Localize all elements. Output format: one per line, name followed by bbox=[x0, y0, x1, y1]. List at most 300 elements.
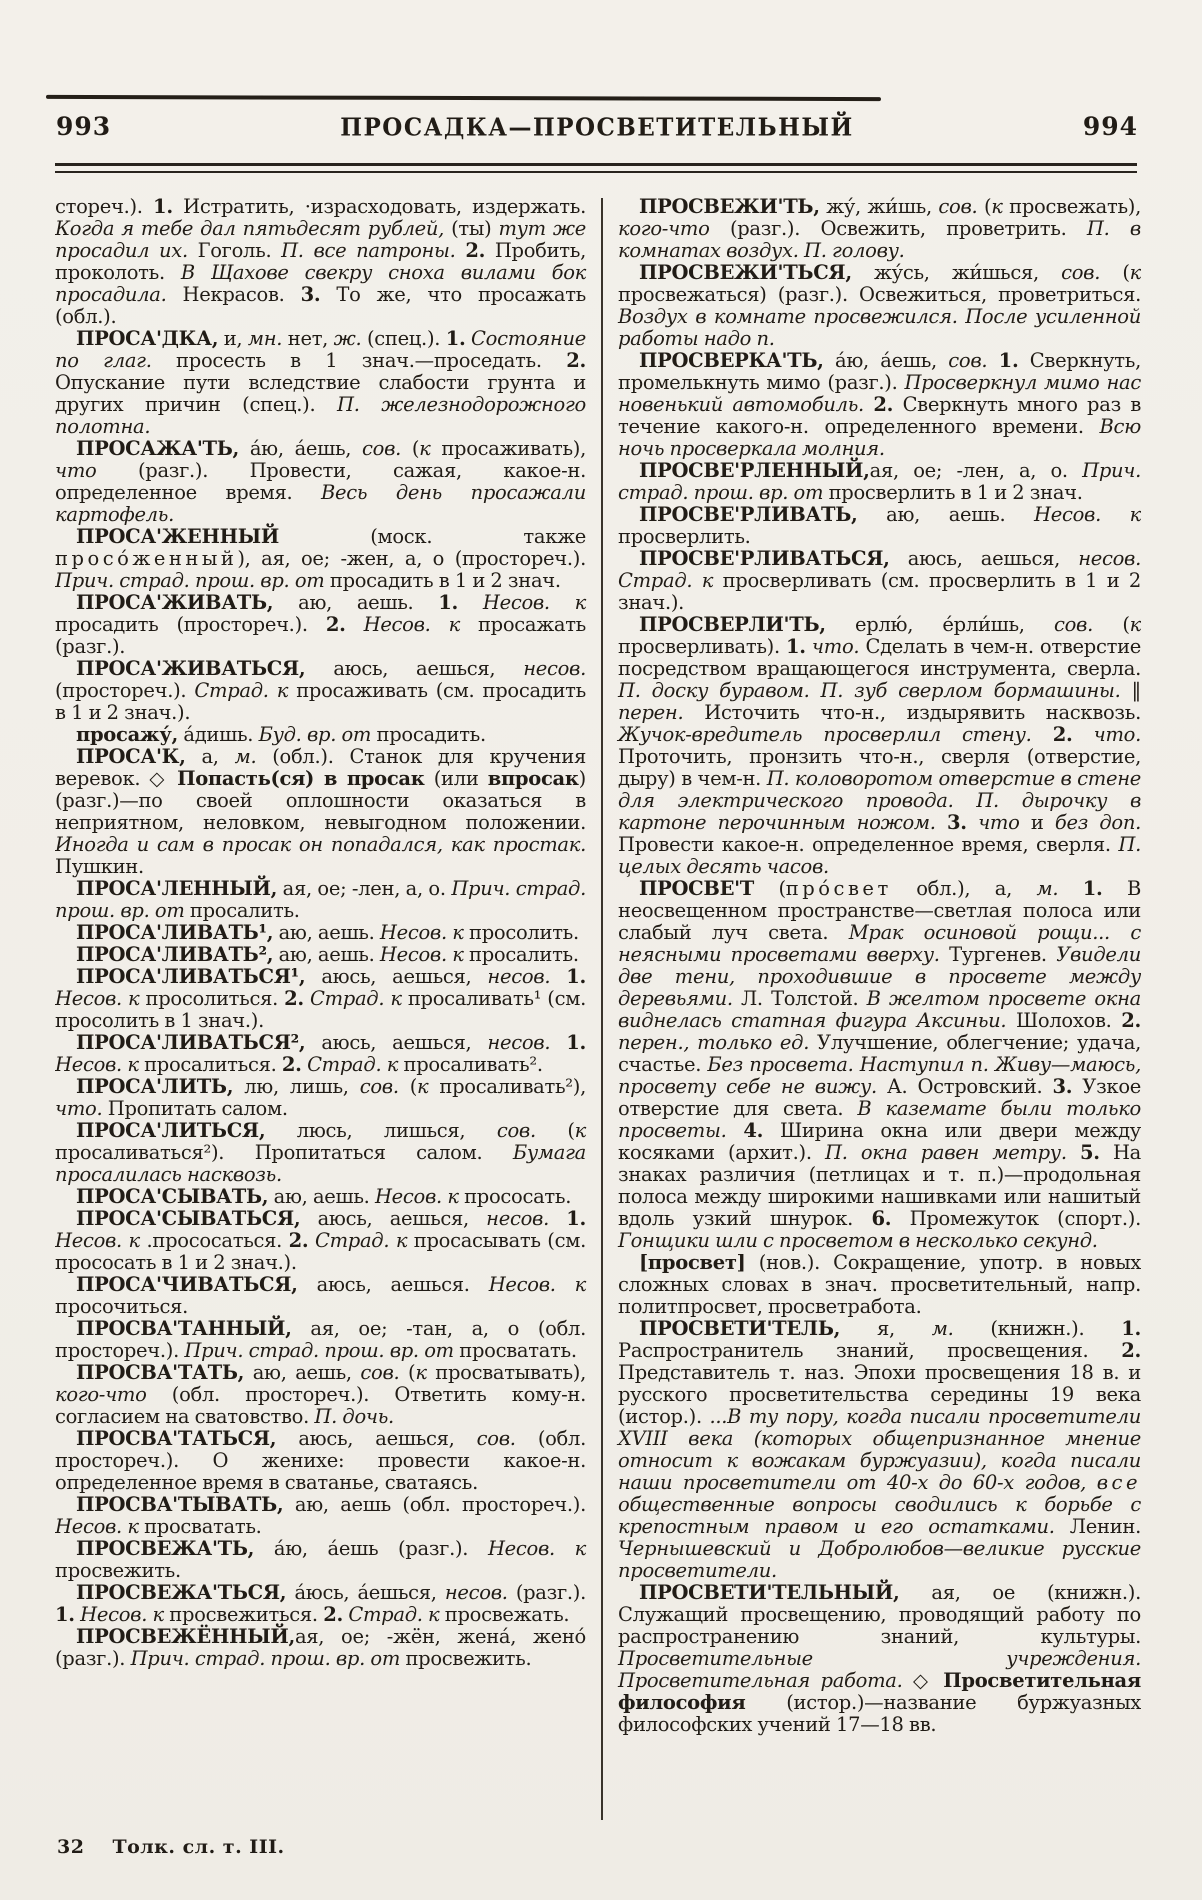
text-run: просверлить в 1 и 2 знач. bbox=[823, 481, 1083, 504]
text-run: и, bbox=[218, 327, 248, 350]
text-run: просватать. bbox=[453, 1339, 577, 1362]
text-run: просвежить. bbox=[400, 1647, 532, 1670]
page-number-right: 994 bbox=[1082, 112, 1138, 141]
text-run: (разг.). Освежить, проветрить. bbox=[709, 217, 1087, 240]
text-run: лю, лишь, bbox=[233, 1075, 360, 1098]
text-run: Сделать в чем-н. отверстие посредством вращающегося инструмента, сверла. bbox=[618, 635, 1141, 680]
text-run: Несов. к bbox=[55, 1229, 140, 1252]
text-run: Узкое отверстие для света. bbox=[618, 1075, 1141, 1120]
text-run: Весь день просажали картофель. bbox=[55, 481, 587, 526]
text-run: жу́сь, жи́шься, bbox=[851, 261, 1062, 284]
text-run: впросак bbox=[487, 767, 579, 790]
text-run bbox=[456, 239, 466, 262]
text-run: Несов. к bbox=[55, 1053, 139, 1076]
text-run: ПРОСАЖА'ТЬ, bbox=[76, 437, 239, 460]
text-run: ПРОСА'ЛИТЬ, bbox=[76, 1075, 234, 1098]
text-run: просадить (простореч.). bbox=[55, 613, 326, 636]
dictionary-entry bbox=[55, 526, 586, 592]
text-run: просватывать), bbox=[426, 1361, 586, 1384]
text-run: ая, ое; -лен, а, о. bbox=[869, 459, 1083, 482]
text-run: аюсь, аешься, bbox=[305, 965, 488, 988]
text-run: ( bbox=[1100, 261, 1130, 284]
text-run: 1. bbox=[566, 965, 586, 988]
text-run: ПРОСВЕ'РЛИВАТЬСЯ, bbox=[639, 547, 890, 570]
text-run: Жучок-вредитель просверлил стену. bbox=[618, 723, 1032, 746]
text-run: а́юсь, а́ешься, bbox=[286, 1581, 445, 1604]
text-run: к bbox=[1129, 613, 1141, 636]
dictionary-entry bbox=[55, 1538, 586, 1582]
text-run: ая, ое (книжн.). Служащий просвещению, проводящий работу по распространению знаний, культуры. bbox=[618, 1581, 1141, 1648]
text-run: просочиться. bbox=[55, 1295, 188, 1318]
text-run: ПРОСВЕ'Т bbox=[639, 877, 755, 900]
text-run: ПРОСА'К, bbox=[76, 745, 186, 768]
text-run: Иногда и сам в просак он попадался, как простак. bbox=[55, 833, 586, 856]
dictionary-entry bbox=[55, 724, 586, 746]
text-run: сов. bbox=[1054, 613, 1094, 636]
text-run: Состояние по глаг. bbox=[55, 327, 586, 372]
text-run: Пушкин. bbox=[55, 855, 144, 878]
text-run: (разг.). Провести, сажая, какое-н. определенное время. bbox=[55, 459, 586, 504]
text-run: что. bbox=[55, 1097, 103, 1120]
text-run: несов. bbox=[1078, 547, 1141, 570]
text-run: Несов. к bbox=[379, 943, 464, 966]
text-run: несов. bbox=[523, 657, 586, 680]
text-run: к bbox=[574, 1119, 586, 1142]
text-run: ая, ое; -жён, жена́, жено́ (разг.). bbox=[55, 1625, 586, 1670]
text-run: Прич. страд. прош. вр. от bbox=[55, 569, 325, 592]
text-run: ( bbox=[1093, 613, 1130, 636]
text-run: ПРОСВЕЖИ'ТЬСЯ, bbox=[639, 261, 852, 284]
text-run bbox=[1067, 1141, 1080, 1164]
text-run: Несов. к bbox=[55, 987, 140, 1010]
text-run: Когда я тебе дал пятьдесят рублей, bbox=[55, 217, 445, 240]
text-run: стореч.). bbox=[55, 196, 154, 218]
text-run: 2. bbox=[323, 1603, 343, 1626]
text-run: просверливать). bbox=[618, 635, 786, 658]
text-run: несов. bbox=[486, 1207, 549, 1230]
text-run: 1. bbox=[1121, 1317, 1141, 1340]
dictionary-entry bbox=[55, 658, 586, 724]
text-run: Истратить, ·израсходовать, издержать. bbox=[172, 196, 586, 218]
text-run: 2. bbox=[1121, 1009, 1141, 1032]
text-run: что bbox=[55, 459, 97, 482]
text-run: ПРОСВЕЖА'ТЬСЯ, bbox=[76, 1581, 287, 1604]
dictionary-entry bbox=[55, 944, 586, 966]
page-header bbox=[56, 112, 1138, 141]
text-run bbox=[1058, 877, 1082, 900]
text-run: ( bbox=[977, 196, 992, 218]
text-run: ПРОСА'ЖИВАТЬСЯ, bbox=[76, 657, 306, 680]
text-run: 6. bbox=[871, 1207, 892, 1230]
text-run: 3. bbox=[947, 811, 967, 834]
dictionary-entry bbox=[55, 328, 586, 438]
text-run: просажу́, bbox=[76, 723, 178, 746]
text-run: Чернышевский и Добролюбов—великие русские просветители. bbox=[618, 1537, 1141, 1582]
text-run: просвежиться. bbox=[163, 1603, 324, 1626]
text-run: (моск. также bbox=[279, 525, 586, 548]
dictionary-entry bbox=[55, 1076, 586, 1120]
text-run: ПРОСВЕ'РЛЕННЫЙ, bbox=[639, 459, 870, 482]
text-run bbox=[967, 811, 978, 834]
text-run: аю, аешь. bbox=[857, 503, 1035, 526]
text-run: сов. bbox=[496, 1119, 536, 1142]
text-run: ПРОСА'СЫВАТЬСЯ, bbox=[76, 1207, 301, 1230]
text-run: Мрак осиновой рощи... с неясными просветами вверху. bbox=[618, 921, 1141, 966]
dictionary-entry bbox=[55, 1428, 586, 1494]
text-run: сов. bbox=[476, 1427, 516, 1450]
text-run: ПРОСА'ДКА, bbox=[76, 327, 219, 350]
text-run: Страд. к bbox=[348, 1603, 440, 1626]
text-run: ...В ту пору, когда писали просветители XVIII века (которых общепризнанное мнение относит к вожакам буржуазии), когда писали наши просветители от 40-х до 60-х годов, bbox=[618, 1405, 1141, 1494]
text-run: А. Островский. bbox=[876, 1075, 1053, 1098]
text-run: (обл.). Станок для кручения веревок. ◇ bbox=[55, 745, 586, 790]
text-run: 2. bbox=[325, 613, 346, 636]
text-run: В Щахове свекру сноха вилами бок просадила. bbox=[55, 261, 586, 306]
text-run: Сверкнуть много раз в течение какого-н. определенного времени. bbox=[618, 393, 1141, 438]
dictionary-entry bbox=[618, 262, 1141, 350]
text-run: несов. bbox=[487, 965, 551, 988]
text-run: На знаках различия (петлицах и т. п.)—продольная полоса между широкими нашивками или нашитый вдоль узкий шнурок. bbox=[618, 1141, 1141, 1230]
text-run: Тургенев. bbox=[939, 943, 1057, 966]
text-run: Прич. страд. прош. вр. от bbox=[618, 459, 1141, 504]
text-run: м. bbox=[931, 1317, 954, 1340]
text-run: 2. bbox=[1121, 1339, 1141, 1362]
dictionary-entry bbox=[55, 1494, 586, 1538]
text-run: тут же просадил их. bbox=[55, 217, 586, 262]
text-run: я, bbox=[840, 1317, 932, 1340]
text-run: несов. bbox=[487, 1031, 551, 1054]
text-run: аюсь, аешься. bbox=[297, 1273, 489, 1296]
dictionary-entry bbox=[618, 878, 1141, 1252]
text-run: 2. bbox=[873, 393, 894, 416]
page-number-left: 993 bbox=[56, 112, 112, 141]
dictionary-entry bbox=[618, 1582, 1141, 1736]
text-run: Несов. к bbox=[80, 1603, 164, 1626]
text-run: нет, bbox=[282, 327, 334, 350]
text-run bbox=[550, 965, 566, 988]
text-run: ПРОСВА'ТАТЬ, bbox=[76, 1361, 245, 1384]
text-run: сов. bbox=[1061, 261, 1101, 284]
text-run: 2. bbox=[284, 987, 304, 1010]
text-run: ПРОСА'ЖЕННЫЙ bbox=[76, 525, 279, 548]
text-run: аю, аешь. bbox=[273, 921, 380, 944]
text-run: и bbox=[1019, 811, 1055, 834]
text-run: просвежать. bbox=[439, 1603, 570, 1626]
text-run: ПРОСВЕТИ'ТЕЛЬНЫЙ, bbox=[639, 1581, 900, 1604]
text-run: (спец.). bbox=[361, 327, 446, 350]
dictionary-entry bbox=[618, 1318, 1141, 1582]
left-column bbox=[55, 196, 586, 1820]
text-run: кого-что bbox=[55, 1383, 147, 1406]
text-run: (простореч.). bbox=[55, 679, 195, 702]
text-run: 3. bbox=[300, 283, 321, 306]
text-run: к bbox=[419, 437, 431, 460]
text-run: Гоголь. bbox=[187, 239, 282, 262]
text-run: Улучшение, облегчение; удача, счастье. bbox=[618, 1031, 1141, 1076]
text-run: ПРОСВЕРКА'ТЬ, bbox=[639, 349, 824, 372]
dictionary-entry bbox=[55, 746, 586, 878]
text-run: Несов. к bbox=[482, 591, 586, 614]
text-run: просвежить. bbox=[55, 1559, 181, 1582]
text-run: ПРОСВЕЖЁННЫЙ, bbox=[76, 1625, 295, 1648]
signature-number: 32 bbox=[57, 1836, 85, 1858]
text-run: 3. bbox=[1052, 1075, 1073, 1098]
text-run: ПРОСВЕРЛИ'ТЬ, bbox=[639, 613, 826, 636]
text-run: 2. bbox=[465, 239, 486, 262]
text-run: Несов. к bbox=[488, 1273, 586, 1296]
text-run: Просветительная философия bbox=[618, 1669, 1141, 1714]
text-run: к bbox=[415, 1361, 427, 1384]
text-run: аюсь, аешься, bbox=[276, 1427, 477, 1450]
text-run: Несов. к bbox=[1034, 503, 1141, 526]
text-run: Несов. к bbox=[363, 613, 460, 636]
dictionary-entry bbox=[618, 504, 1141, 548]
dictionary-entry bbox=[55, 1626, 586, 1670]
text-run: П. коловоротом отверстие в стене для электрического провода. П. дырочку в картоне перочинным ножом. bbox=[618, 767, 1141, 834]
text-run: (ты) bbox=[444, 217, 499, 240]
text-run: просаживать (см. просадить в 1 и 2 знач.). bbox=[55, 679, 586, 724]
text-run: 1. bbox=[445, 327, 466, 350]
dictionary-entry bbox=[618, 548, 1141, 614]
text-run: ПРОСА'СЫВАТЬ, bbox=[76, 1185, 269, 1208]
text-run bbox=[458, 591, 483, 614]
dictionary-entry bbox=[55, 878, 586, 922]
text-run: 1. bbox=[438, 591, 459, 614]
text-run: Пропитать салом. bbox=[102, 1097, 288, 1120]
text-run: а́дишь. bbox=[177, 723, 259, 746]
text-run: просалиться. bbox=[138, 1053, 282, 1076]
text-run: ПРОСА'ЛИВАТЬ¹, bbox=[76, 921, 274, 944]
text-run: просалить. bbox=[463, 943, 579, 966]
text-run: Всю ночь просверкала молния. bbox=[618, 415, 1141, 460]
text-run: просадить. bbox=[371, 723, 486, 746]
text-run: что. bbox=[1093, 723, 1141, 746]
text-run: 2. bbox=[281, 1053, 302, 1076]
text-run: Гонщики шли с просветом в несколько секунд. bbox=[618, 1229, 1098, 1252]
text-run bbox=[550, 1031, 566, 1054]
text-run: Попасть(ся) в просак bbox=[177, 767, 425, 790]
text-run: Без просвета. Наступил п. Живу—маюсь, просвету себе не вижу. bbox=[618, 1053, 1141, 1098]
text-run: аю, аешь. bbox=[273, 591, 439, 614]
text-run: ая, ое; -лен, а, о. bbox=[277, 877, 452, 900]
dictionary-entry bbox=[618, 1252, 1141, 1318]
text-run: Промежуток (спорт.). bbox=[891, 1207, 1141, 1230]
text-run: ( bbox=[398, 1075, 418, 1098]
text-run: Страд. к bbox=[194, 679, 289, 702]
footer-note: Толк. сл. т. III. bbox=[112, 1836, 285, 1858]
text-run: ж. bbox=[333, 327, 362, 350]
text-run: про́свет bbox=[785, 877, 892, 900]
text-run: 1. bbox=[1082, 877, 1103, 900]
text-run: ПРОСА'ЛИТЬСЯ, bbox=[76, 1119, 266, 1142]
text-run: аю, аешь. bbox=[268, 1185, 375, 1208]
text-run: Прич. страд. прош. вр. от bbox=[130, 1647, 401, 1670]
dictionary-entry bbox=[618, 196, 1141, 262]
text-run: ( bbox=[754, 877, 786, 900]
scan-artifact bbox=[46, 95, 881, 101]
text-run bbox=[1072, 723, 1093, 746]
dictionary-entry bbox=[55, 966, 586, 1032]
text-run: П. дочь. bbox=[314, 1405, 394, 1428]
text-run bbox=[864, 393, 873, 416]
dictionary-entry bbox=[55, 1208, 586, 1274]
text-run: ◇ bbox=[902, 1669, 944, 1692]
text-run: (обл. простореч.). О женихе: провести какое-н. определенное время в сватанье, сватаясь. bbox=[55, 1427, 586, 1494]
text-run: просаживать), bbox=[430, 437, 586, 460]
text-run bbox=[1032, 723, 1053, 746]
dictionary-entry bbox=[55, 196, 586, 328]
text-run: Бумага просалилась насквозь. bbox=[55, 1141, 586, 1186]
text-run: просасывать (см. прососать в 1 и 2 знач.). bbox=[55, 1229, 586, 1274]
text-run: 1. bbox=[998, 349, 1019, 372]
text-run: 1. bbox=[55, 1603, 75, 1626]
text-run: Страд. к bbox=[309, 987, 402, 1010]
text-run: люсь, лишься, bbox=[265, 1119, 497, 1142]
text-run bbox=[987, 349, 998, 372]
text-run: а, bbox=[185, 745, 235, 768]
text-run: Буд. вр. от bbox=[258, 723, 372, 746]
text-run: аю, аешь (обл. простореч.). bbox=[283, 1493, 586, 1516]
text-run: То же, что просажать (обл.). bbox=[55, 283, 586, 328]
text-run: ( bbox=[401, 437, 420, 460]
text-run: м. bbox=[1036, 877, 1059, 900]
text-run: Увидели две тени, проходившие в просвете между деревьями. bbox=[618, 943, 1141, 1010]
text-run: Сверкнуть, промелькнуть мимо (разг.). bbox=[618, 349, 1141, 394]
page-footer bbox=[57, 1836, 285, 1858]
text-run: П. все патроны. bbox=[281, 239, 456, 262]
text-run: все bbox=[1096, 1471, 1141, 1494]
text-run: ( bbox=[535, 1119, 575, 1142]
text-run: а́ю, а́ешь, bbox=[239, 437, 363, 460]
right-column bbox=[618, 196, 1141, 1820]
dictionary-entry bbox=[618, 460, 1141, 504]
text-run: Страд. к bbox=[314, 1229, 408, 1252]
header-rule bbox=[55, 163, 1137, 173]
text-run: просаливать². bbox=[398, 1053, 543, 1076]
text-run: аю, аешь. bbox=[273, 943, 380, 966]
text-run: просаливать²), bbox=[428, 1075, 586, 1098]
text-run: сов. bbox=[938, 196, 978, 218]
text-run: Шолохов. bbox=[1006, 1009, 1122, 1032]
text-run: просолиться. bbox=[139, 987, 285, 1010]
text-run: перен., только ед. bbox=[618, 1031, 810, 1054]
text-run: В неосвещенном пространстве—светлая полоса или слабый луч света. bbox=[618, 877, 1141, 944]
text-run: Провести какое-н. определенное время, сверля. bbox=[618, 833, 1119, 856]
text-run: аю, аешь, bbox=[244, 1361, 361, 1384]
text-run: ПРОСА'ЛИВАТЬ², bbox=[76, 943, 274, 966]
column-divider bbox=[601, 198, 603, 1820]
text-run: без доп. bbox=[1054, 811, 1141, 834]
dictionary-entry bbox=[55, 1120, 586, 1186]
text-run: ПРОСА'ЧИВАТЬСЯ, bbox=[76, 1273, 298, 1296]
text-run: аюсь, аешься, bbox=[305, 1031, 488, 1054]
text-run: Несов. к bbox=[374, 1185, 459, 1208]
text-run: Распространитель знаний, просвещения. bbox=[618, 1339, 1122, 1362]
text-run: (или bbox=[424, 767, 488, 790]
text-run: просверлить. bbox=[618, 525, 751, 548]
text-run: 4. bbox=[743, 1119, 764, 1142]
text-run: Представитель т. наз. Эпохи просвещения 18 в. и русского просветительства середины 19 века (истор.). bbox=[618, 1361, 1141, 1428]
text-columns bbox=[55, 196, 1141, 1820]
running-title: ПРОСАДКА—ПРОСВЕТИТЕЛЬНЫЙ bbox=[340, 113, 854, 142]
text-run: ПРОСВА'ТАТЬСЯ, bbox=[76, 1427, 277, 1450]
text-run: Несов. к bbox=[487, 1537, 586, 1560]
text-run: П. в комнатах воздух. П. голову. bbox=[618, 217, 1141, 262]
dictionary-entry bbox=[55, 1318, 586, 1362]
text-run: .прососаться. bbox=[139, 1229, 289, 1252]
text-run: просолить. bbox=[463, 921, 579, 944]
text-run: (истор.)—название буржуазных философских учений 17—18 вв. bbox=[618, 1691, 1141, 1736]
text-run: аюсь, аешься, bbox=[300, 1207, 487, 1230]
text-run: просесть в 1 знач.—проседать. bbox=[151, 349, 567, 372]
text-run: несов. bbox=[444, 1581, 508, 1604]
text-run: (разг.). bbox=[507, 1581, 586, 1604]
dictionary-entry bbox=[55, 1362, 586, 1428]
text-run: м. bbox=[234, 745, 257, 768]
text-run: сов. bbox=[359, 1075, 399, 1098]
text-run: просаливаться²). Пропитаться салом. bbox=[55, 1141, 513, 1164]
dictionary-entry bbox=[55, 1186, 586, 1208]
text-run: Несов. к bbox=[55, 1515, 139, 1538]
text-run: кого-что bbox=[618, 217, 710, 240]
text-run: к bbox=[1129, 261, 1141, 284]
dictionary-entry bbox=[55, 438, 586, 526]
text-run: (нов.). Сокращение, употр. в новых сложных словах в знач. просветительный, напр. политпросвет, просветработа. bbox=[618, 1251, 1141, 1318]
text-run: (обл. простореч.). Ответить кому-н. согласием на сватовство. bbox=[55, 1383, 586, 1428]
text-run: Пробить, проколоть. bbox=[55, 239, 586, 284]
text-run: Л. Толстой. bbox=[732, 987, 867, 1010]
text-run bbox=[726, 1119, 743, 1142]
text-run: а́ю, а́ешь (разг.). bbox=[254, 1537, 488, 1560]
text-run: ПРОСВЕТИ'ТЕЛЬ, bbox=[639, 1317, 841, 1340]
text-run: просвежать), bbox=[1002, 196, 1141, 218]
text-run: ПРОСВА'ТЫВАТЬ, bbox=[76, 1493, 284, 1516]
text-run: аюсь, аешься, bbox=[305, 657, 524, 680]
text-run: просватать. bbox=[138, 1515, 262, 1538]
dictionary-entry bbox=[55, 922, 586, 944]
text-run: прососать. bbox=[458, 1185, 572, 1208]
text-run: ПРОСВЕЖА'ТЬ, bbox=[76, 1537, 255, 1560]
dictionary-entry bbox=[618, 350, 1141, 460]
text-run: ПРОСВЕ'РЛИВАТЬ, bbox=[639, 503, 858, 526]
text-run: ПРОСВЕЖИ'ТЬ, bbox=[639, 196, 820, 218]
text-run: 1. bbox=[566, 1207, 586, 1230]
text-run: Страд. к bbox=[618, 569, 714, 592]
text-run: что. bbox=[811, 635, 860, 658]
text-run: Несов. к bbox=[379, 921, 464, 944]
text-run: общественные вопросы сводились к борьбе с крепостным правом и его остатками. bbox=[618, 1493, 1141, 1538]
text-run: перен. bbox=[618, 701, 684, 724]
text-run bbox=[549, 1207, 566, 1230]
text-run: просалить. bbox=[184, 899, 300, 922]
text-run: к bbox=[417, 1075, 429, 1098]
text-run: сов. bbox=[362, 437, 402, 460]
text-run: аюсь, аешься, bbox=[889, 547, 1079, 570]
text-run: просаливать¹ (см. просолить в 1 знач.). bbox=[55, 987, 586, 1032]
dictionary-entry bbox=[618, 614, 1141, 878]
text-run bbox=[346, 613, 364, 636]
text-run: ПРОСВА'ТАННЫЙ, bbox=[76, 1317, 292, 1340]
text-run: ‖ bbox=[1120, 679, 1141, 702]
text-run: Прич. страд. прош. вр. от bbox=[55, 877, 587, 922]
text-run: Опускание пути вследствие слабости грунта и других причин (спец.). bbox=[55, 371, 586, 416]
text-run: жу́, жи́шь, bbox=[819, 196, 939, 218]
text-run: ая, ое; -тан, а, о (обл. простореч.). bbox=[55, 1317, 586, 1362]
text-run bbox=[308, 1229, 315, 1252]
text-run: В желтом просвете окна виднелась статная фигура Аксиньи. bbox=[618, 987, 1141, 1032]
text-run: 1. bbox=[786, 635, 806, 658]
dictionary-entry bbox=[55, 1582, 586, 1626]
